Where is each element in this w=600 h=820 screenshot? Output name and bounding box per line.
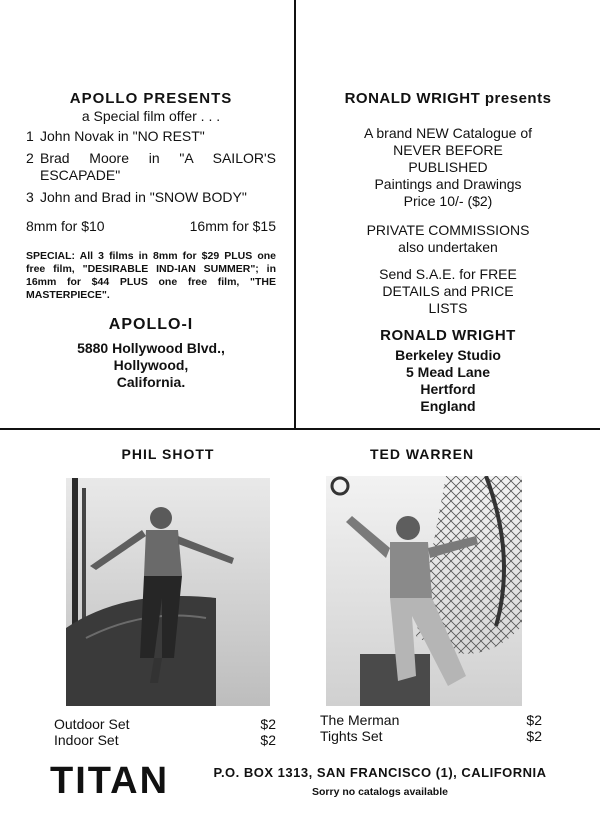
photo-phil-shott	[66, 478, 270, 706]
address-line: 5 Mead Lane	[405, 364, 491, 380]
set-row	[320, 728, 542, 744]
address-line: Hollywood,	[113, 357, 189, 373]
catalogue-line: NEVER BEFORE	[393, 142, 503, 158]
apollo-company: APOLLO-I	[108, 316, 194, 333]
apollo-film-list	[26, 128, 276, 206]
address-line: Berkeley Studio	[395, 347, 501, 363]
apollo-title: APOLLO PRESENTS	[69, 90, 233, 107]
sae-line: DETAILS and PRICE	[382, 283, 514, 299]
set-label: The Merman	[320, 712, 400, 728]
film-title: John and Brad in "SNOW BODY"	[40, 189, 247, 205]
titan-note: Sorry no catalogs available	[312, 786, 448, 798]
apollo-address	[26, 340, 276, 391]
set-row	[54, 716, 276, 732]
set-price: $2	[260, 716, 276, 732]
ronald-title: RONALD WRIGHT presents	[344, 90, 552, 107]
film-item	[26, 150, 276, 184]
ronald-company: RONALD WRIGHT	[380, 327, 516, 344]
set-label: Indoor Set	[54, 732, 119, 748]
photo-ted-warren	[326, 476, 522, 706]
ronald-address	[306, 347, 590, 415]
catalogue-line: A brand NEW Catalogue of	[363, 125, 533, 141]
apollo-special-offer: SPECIAL: All 3 films in 8mm for $29 PLUS one free film, "DESIRABLE IND-IAN SUMMER"; in 16mm for $44 PLUS one free film, "THE MASTERPIECE".	[26, 250, 276, 301]
titan-address: P.O. BOX 1313, SAN FRANCISCO (1), CALIFORNIA	[213, 765, 547, 780]
sae-line: Send S.A.E. for FREE	[379, 266, 517, 282]
sets-phil-shott	[54, 716, 276, 748]
address-line: England	[420, 398, 476, 414]
commissions-line: also undertaken	[398, 239, 498, 255]
model-name-phil-shott: PHIL SHOTT	[121, 446, 215, 462]
address-line: California.	[116, 374, 186, 390]
set-row	[54, 732, 276, 748]
catalogue-text	[306, 125, 590, 210]
model-name-ted-warren: TED WARREN	[369, 446, 475, 462]
film-number: 3	[26, 189, 34, 205]
set-label: Outdoor Set	[54, 716, 130, 732]
film-item	[26, 189, 276, 206]
address-line: Hertford	[420, 381, 476, 397]
set-price: $2	[526, 712, 542, 728]
apollo-prices	[26, 218, 276, 234]
commissions-line: PRIVATE COMMISSIONS	[366, 222, 530, 238]
set-price: $2	[526, 728, 542, 744]
vertical-divider	[294, 0, 296, 428]
set-row	[320, 712, 542, 728]
catalogue-line: Price 10/- ($2)	[403, 193, 493, 209]
sae-line: LISTS	[428, 300, 468, 316]
price-16mm: 16mm for $15	[189, 218, 276, 234]
sae-text	[306, 266, 590, 317]
price-8mm: 8mm for $10	[26, 218, 105, 234]
address-line: 5880 Hollywood Blvd.,	[77, 340, 225, 356]
apollo-offer: a Special film offer . . .	[81, 108, 221, 124]
ronald-wright-ad	[306, 90, 590, 415]
horizontal-divider	[0, 428, 600, 430]
set-label: Tights Set	[320, 728, 383, 744]
apollo-ad	[26, 90, 276, 391]
set-price: $2	[260, 732, 276, 748]
film-title: John Novak in "NO REST"	[40, 128, 205, 144]
film-number: 2	[26, 150, 34, 166]
film-item	[26, 128, 276, 145]
film-title: Brad Moore in "A SAILOR'S ESCAPADE"	[40, 150, 276, 183]
catalogue-line: Paintings and Drawings	[374, 176, 522, 192]
sets-ted-warren	[320, 712, 542, 744]
film-number: 1	[26, 128, 34, 144]
titan-brand: TITAN	[50, 760, 170, 802]
commissions-text	[306, 222, 590, 256]
catalogue-line: PUBLISHED	[408, 159, 488, 175]
